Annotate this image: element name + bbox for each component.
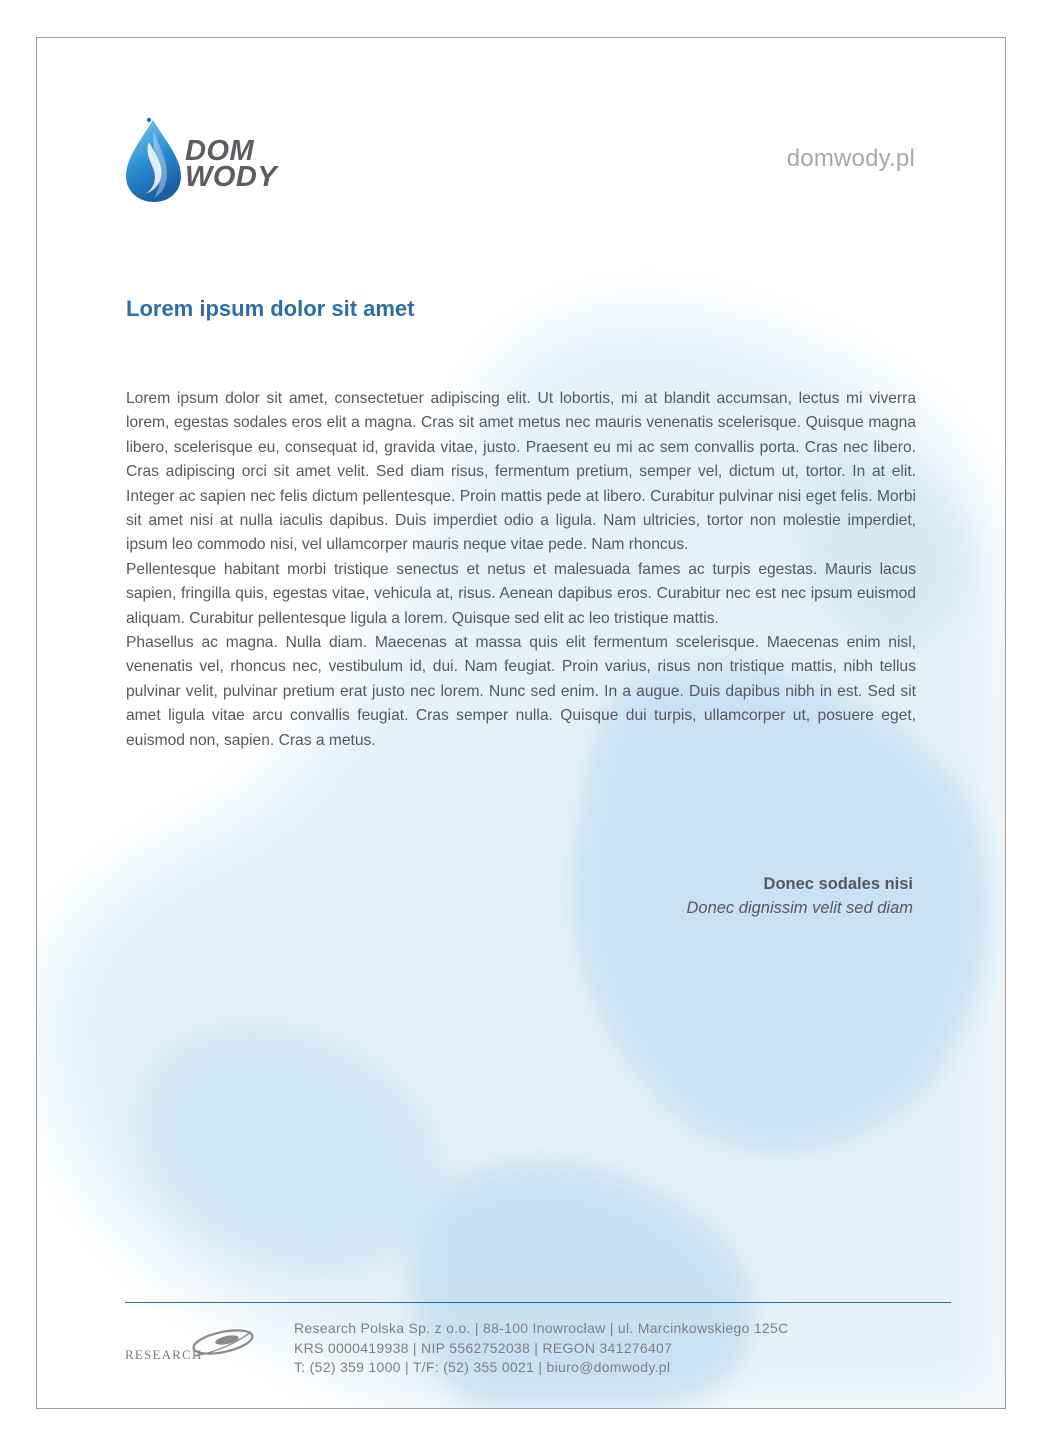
document-title: Lorem ipsum dolor sit amet (126, 296, 415, 321)
website-link[interactable]: domwody.pl (786, 145, 915, 172)
body-paragraph: Pellentesque habitant morbi tristique senectus et netus et malesuada fames ac turpis egestas. Mauris lacus sapien, fringilla quis, egestas vitae, vehicula at, risus. Aenean dapibus eros. Curabitur nec est nec ipsum euismod aliquam. Curabitur pellentesque ligula a lorem. Quisque sed elit ac leo tristique mattis. (126, 560, 916, 627)
footer-registry-line: KRS 0000419938 | NIP 5562752038 | REGON 341276407 (294, 1339, 673, 1356)
body-paragraph: Lorem ipsum dolor sit amet, consectetuer adipiscing elit. Ut lobortis, mi at blandit accumsan, lectus mi viverra lorem, egestas sodales eros elit a magna. Cras sit amet metus nec mauris venenatis scelerisque. Quisque magna libero, scelerisque eu, consequat id, gravida vitae, justo. Praesent eu mi ac sem convallis porta. Cras nec libero. Cras adipiscing orci sit amet velit. Sed diam risus, fermentum pretium, semper vel, dictum ut, tortor. In at elit. Integer ac sapien nec felis dictum pellentesque. Proin mattis pede at libero. Curabitur pulvinar nisi eget felis. Morbi sit amet nisi at nulla iaculis dapibus. Duis imperdiet odio a ligula. Nam ultricies, tortor non molestie imperdiet, ipsum leo commodo nisi, vel ullamcorper mauris neque vitae pede. Nam rhoncus. (126, 390, 916, 554)
letterhead-page (36, 37, 1006, 1409)
body-paragraph: Phasellus ac magna. Nulla diam. Maecenas at massa quis elit fermentum scelerisque. Maecenas enim nisl, venenatis vel, rhoncus nec, vestibulum id, dui. Nam feugiat. Proin varius, risus non tristique mattis, nibh tellus pulvinar velit, pulvinar pretium erat justo nec lorem. Nunc sed enim. In a augue. Duis dapibus nibh in est. Sed sit amet ligula vitae arcu convallis feugiat. Cras semper nulla. Quisque dui turpis, ullamcorper ut, posuere eget, euismod non, sapien. Cras a metus. (126, 634, 916, 749)
footer-divider (125, 1302, 951, 1303)
logo-text-line1: DOM (185, 135, 255, 167)
footer-phone-line: T: (52) 359 1000 | T/F: (52) 355 0021 | biuro@domwody.pl (294, 1359, 671, 1375)
signature-name: Donec sodales nisi (763, 875, 913, 893)
signature-block (686, 872, 913, 920)
signature-role: Donec dignissim velit sed diam (686, 899, 913, 917)
research-logo-text: RESEARCH (125, 1347, 203, 1362)
document-body (126, 387, 916, 753)
footer-company-line: Research Polska Sp. z o.o. | 88-100 Inowrocław | ul. Marcinkowskiego 125C (294, 1320, 789, 1336)
logo-text-line2: WODY (185, 161, 278, 193)
footer-contact (294, 1319, 789, 1378)
